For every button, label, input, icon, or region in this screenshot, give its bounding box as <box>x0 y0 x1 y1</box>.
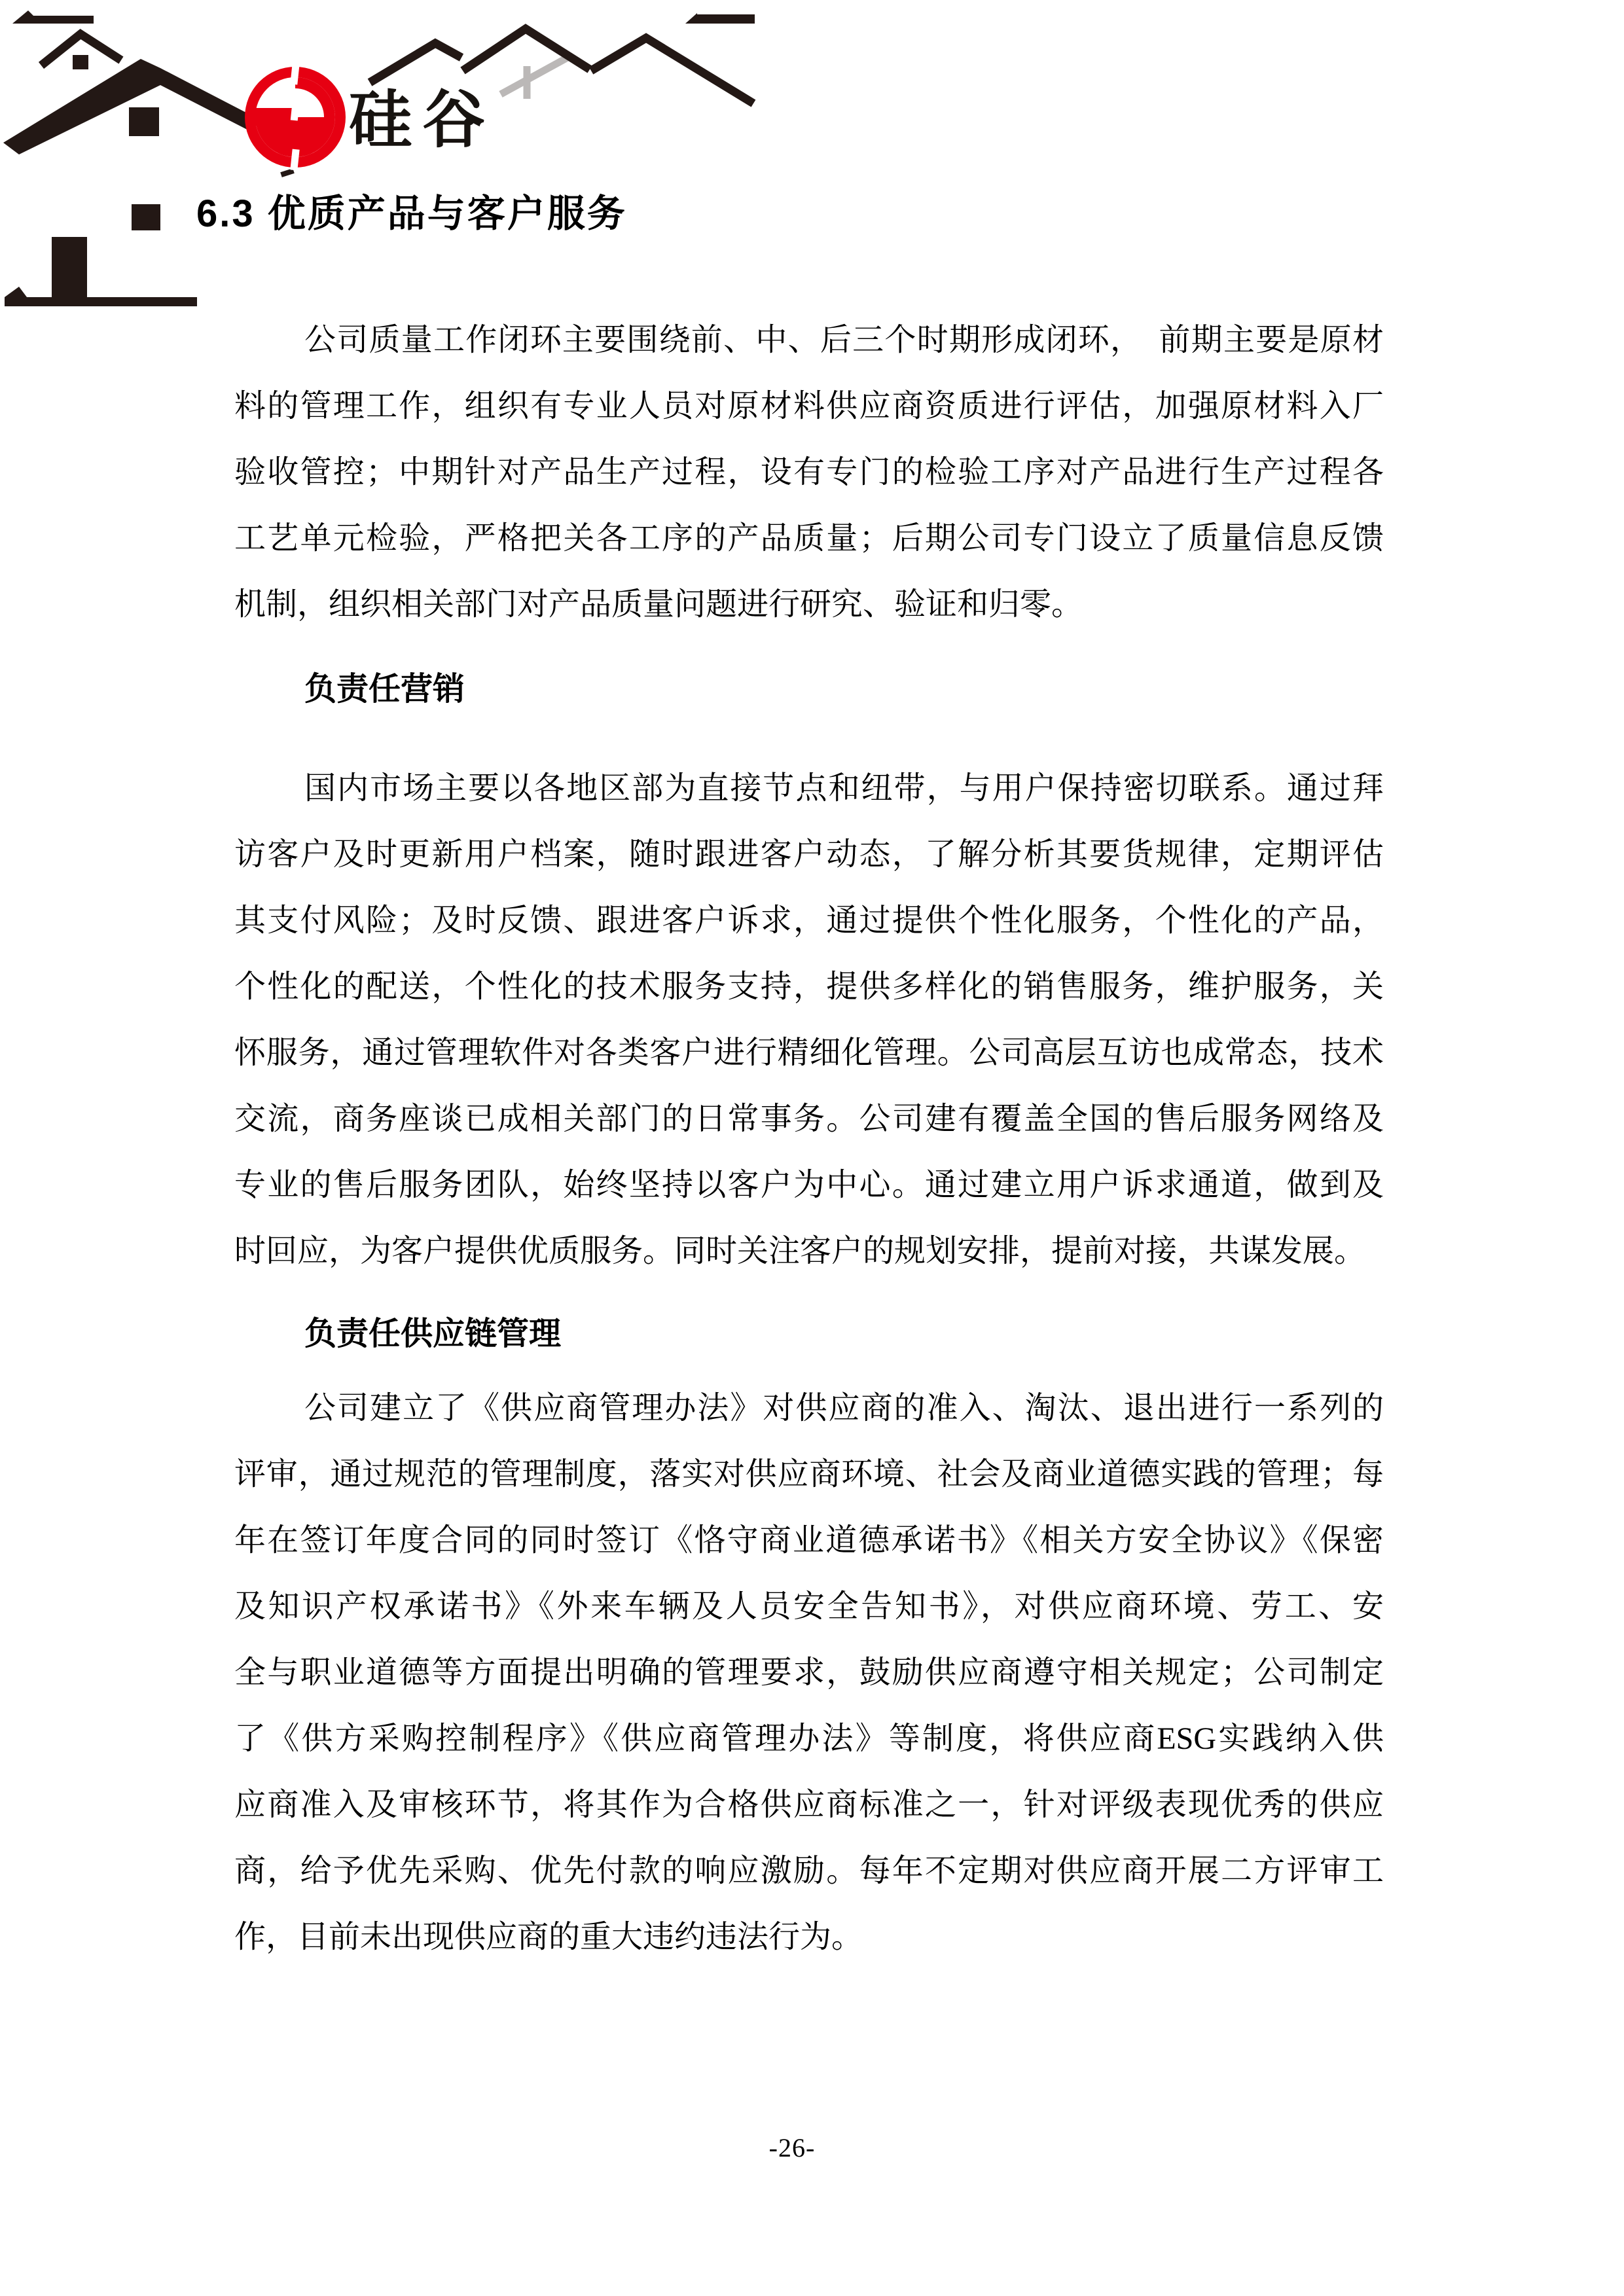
heading-responsible-supply-chain: 负责任供应链管理 <box>304 1316 562 1352</box>
company-logo <box>3 4 756 318</box>
body-line: 个性化的配送，个性化的技术服务支持，提供多样化的销售服务，维护服务，关 <box>234 969 1384 1004</box>
body-line: 商，给予优先采购、优先付款的响应激励。每年不定期对供应商开展二方评审工 <box>234 1854 1384 1888</box>
red-s-emblem-icon <box>245 63 346 171</box>
body-line: 访客户及时更新用户档案，随时跟进客户动态，了解分析其要货规律，定期评估 <box>234 837 1384 872</box>
body-line: 专业的售后服务团队，始终坚持以客户为中心。通过建立用户诉求通道，做到及 <box>234 1168 1384 1202</box>
page-number: -26- <box>768 2133 816 2162</box>
rooftops-logo-icon <box>3 4 756 318</box>
body-line: 应商准入及审核环节，将其作为合格供应商标准之一，针对评级表现优秀的供应 <box>234 1787 1384 1822</box>
body-line: 评审，通过规范的管理制度，落实对供应商环境、社会及商业道德实践的管理；每 <box>234 1457 1384 1492</box>
body-line: 公司质量工作闭环主要围绕前、中、后三个时期形成闭环， 前期主要是原材 <box>304 323 1384 357</box>
paragraph-quality-loop <box>234 307 1384 637</box>
body-line: 及知识产权承诺书》《外来车辆及人员安全告知书》，对供应商环境、劳工、安 <box>234 1589 1384 1624</box>
body-line: 其支付风险；及时反馈、跟进客户诉求，通过提供个性化服务，个性化的产品， <box>234 903 1384 938</box>
body-line: 机制，组织相关部门对产品质量问题进行研究、验证和归零。 <box>234 587 1083 622</box>
body-line: 国内市场主要以各地区部为直接节点和纽带，与用户保持密切联系。通过拜 <box>304 771 1384 806</box>
body-line: 作，目前未出现供应商的重大违约违法行为。 <box>234 1920 863 1954</box>
paragraph-supply-chain <box>234 1375 1384 1970</box>
section-title: 6.3 优质产品与客户服务 <box>196 192 627 235</box>
body-line: 工艺单元检验，严格把关各工序的产品质量；后期公司专门设立了质量信息反馈 <box>234 521 1384 556</box>
body-line: 年在签订年度合同的同时签订《恪守商业道德承诺书》《相关方安全协议》《保密 <box>234 1523 1384 1558</box>
body-line: 怀服务，通过管理软件对各类客户进行精细化管理。公司高层互访也成常态，技术 <box>234 1035 1384 1070</box>
heading-responsible-marketing: 负责任营销 <box>304 671 465 707</box>
brand-name: 硅谷 <box>349 85 496 155</box>
body-line: 交流，商务座谈已成相关部门的日常事务。公司建有覆盖全国的售后服务网络及 <box>234 1102 1384 1136</box>
body-line: 料的管理工作，组织有专业人员对原材料供应商资质进行评估，加强原材料入厂 <box>234 389 1384 423</box>
body-line: 了《供方采购控制程序》《供应商管理办法》等制度，将供应商ESG实践纳入供 <box>234 1721 1384 1756</box>
body-line: 全与职业道德等方面提出明确的管理要求，鼓励供应商遵守相关规定；公司制定 <box>234 1655 1384 1690</box>
body-line: 时回应，为客户提供优质服务。同时关注客户的规划安排，提前对接，共谋发展。 <box>234 1234 1366 1268</box>
paragraph-responsible-marketing <box>234 755 1384 1284</box>
body-line: 公司建立了《供应商管理办法》对供应商的准入、淘汰、退出进行一系列的 <box>304 1391 1384 1426</box>
body-line: 验收管控；中期针对产品生产过程，设有专门的检验工序对产品进行生产过程各 <box>234 455 1384 490</box>
